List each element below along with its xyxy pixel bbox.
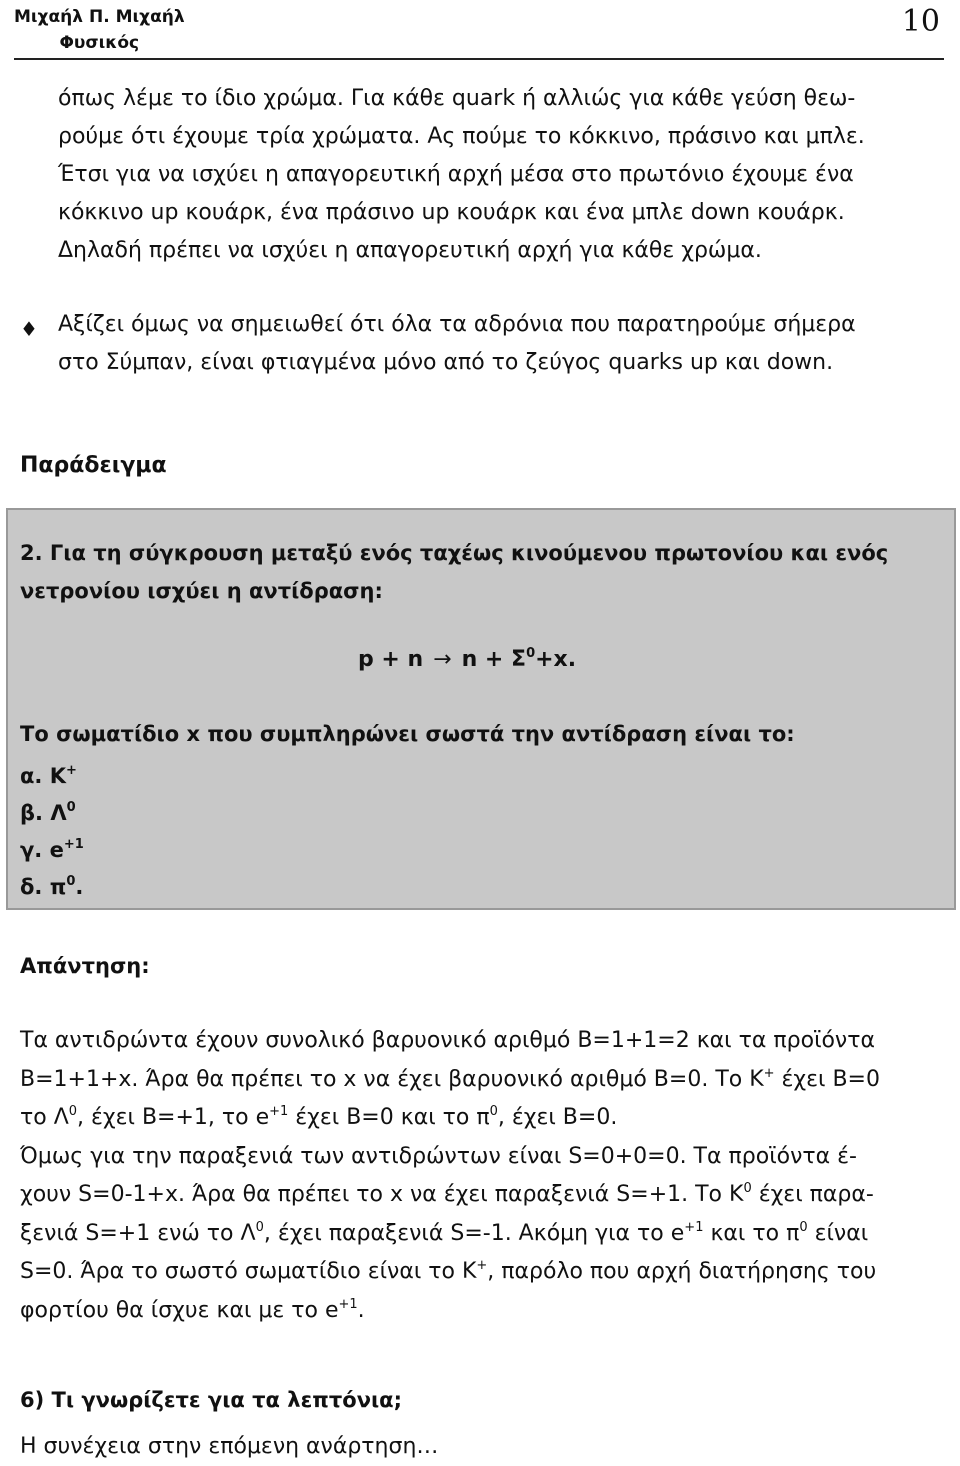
answer-paragraph [20,1022,942,1330]
text-line: κόκκινο up κουάρκ, ένα πράσινο up κουάρκ και ένα μπλε down κουάρκ. [58,200,845,225]
text-line: Έτσι για να ισχύει η απαγορευτική αρχή μέσα στο πρωτόνιο έχουμε ένα [58,162,854,187]
text-line: στο Σύμπαν, είναι φτιαγμένα μόνο από το ζεύγος quarks up και down. [58,350,834,375]
option-c: γ. $e^{+1}$ [20,837,84,862]
author-title: Φυσικός [59,33,140,53]
text-line: φορτίου θα ίσχυε και με το $e^{+1}$. [20,1296,365,1323]
note-paragraph [20,306,942,382]
diamond-bullet-icon: ♦ [20,317,38,341]
text-line: όπως λέμε το ίδιο χρώμα. Για κάθε quark ή αλλιώς για κάθε γεύση θεω- [58,86,856,111]
option-b: β. $\Lambda^0$ [20,800,76,825]
text-line: το $\Lambda^0$, έχει Β=+1, το $e^{+1}$ έχει Β=0 και το $\pi^0$, έχει Β=0. [20,1104,618,1130]
header-author [14,4,185,56]
text-line: ξενιά S=+1 ενώ το $\Lambda^0$, έχει παραξενιά S=-1. Ακόμη για το $e^{+1}$ και το $\pi^0$ είναι [20,1219,869,1246]
example-heading: Παράδειγμα [20,453,167,478]
exercise-box [6,508,956,910]
text-line: Τα αντιδρώντα έχουν συνολικό βαρυονικό αριθμό Β=1+1=2 και τα προϊόντα [20,1028,875,1053]
answer-heading: Απάντηση: [20,954,150,978]
continuation-note: Η συνέχεια στην επόμενη ανάρτηση… [20,1434,439,1459]
reaction-equation [358,647,576,672]
text-line: Β=1+1+x. Άρα θα πρέπει το x να έχει βαρυονικό αριθμό Β=0. Το Κ+ έχει Β=0 [20,1065,880,1092]
exercise-ask: Το σωματίδιο x που συμπληρώνει σωστά την αντίδραση είναι το: [20,722,795,746]
reaction-tail: +x. [535,647,577,672]
intro-paragraph [58,80,942,270]
exercise-question [20,534,888,610]
text-line: Όμως για την παραξενιά των αντιδρώντων είναι S=0+0=0. Τα προϊόντα έ- [20,1143,857,1169]
text-line: S=0. Άρα το σωστό σωματίδιο είναι το Κ+, παρόλο που αρχή διατήρησης του [20,1258,877,1284]
superscript: 0 [526,646,536,661]
text-line: 2. Για τη σύγκρουση μεταξύ ενός ταχέως κινούμενου πρωτονίου και ενός [20,541,889,565]
section-question: 6) Τι γνωρίζετε για τα λεπτόνια; [20,1388,403,1412]
text-line: Αξίζει όμως να σημειωθεί ότι όλα τα αδρόνια που παρατηρούμε σήμερα [58,312,856,337]
text-line: ρούμε ότι έχουμε τρία χρώματα. Ας πούμε το κόκκινο, πράσινο και μπλε. [58,124,865,149]
author-name: Μιχαήλ Π. Μιχαήλ [14,7,185,27]
page-number: 10 [901,4,940,39]
option-d: δ. $\pi^0$. [20,874,84,899]
reaction-arrow-icon: → [433,647,452,672]
options-list [20,758,84,906]
option-a: α. Κ+ [20,763,77,788]
text-line: χουν S=0-1+x. Άρα θα πρέπει το x να έχει παραξενιά S=+1. Το $K^0$ έχει παρα- [20,1181,874,1207]
text-line: Δηλαδή πρέπει να ισχύει η απαγορευτική αρχή για κάθε χρώμα. [58,238,762,263]
header-divider [14,58,944,60]
reaction-right: n + Σ [461,647,527,672]
text-line: νετρονίου ισχύει η αντίδραση: [20,579,383,603]
reaction-left: p + n [358,647,424,672]
